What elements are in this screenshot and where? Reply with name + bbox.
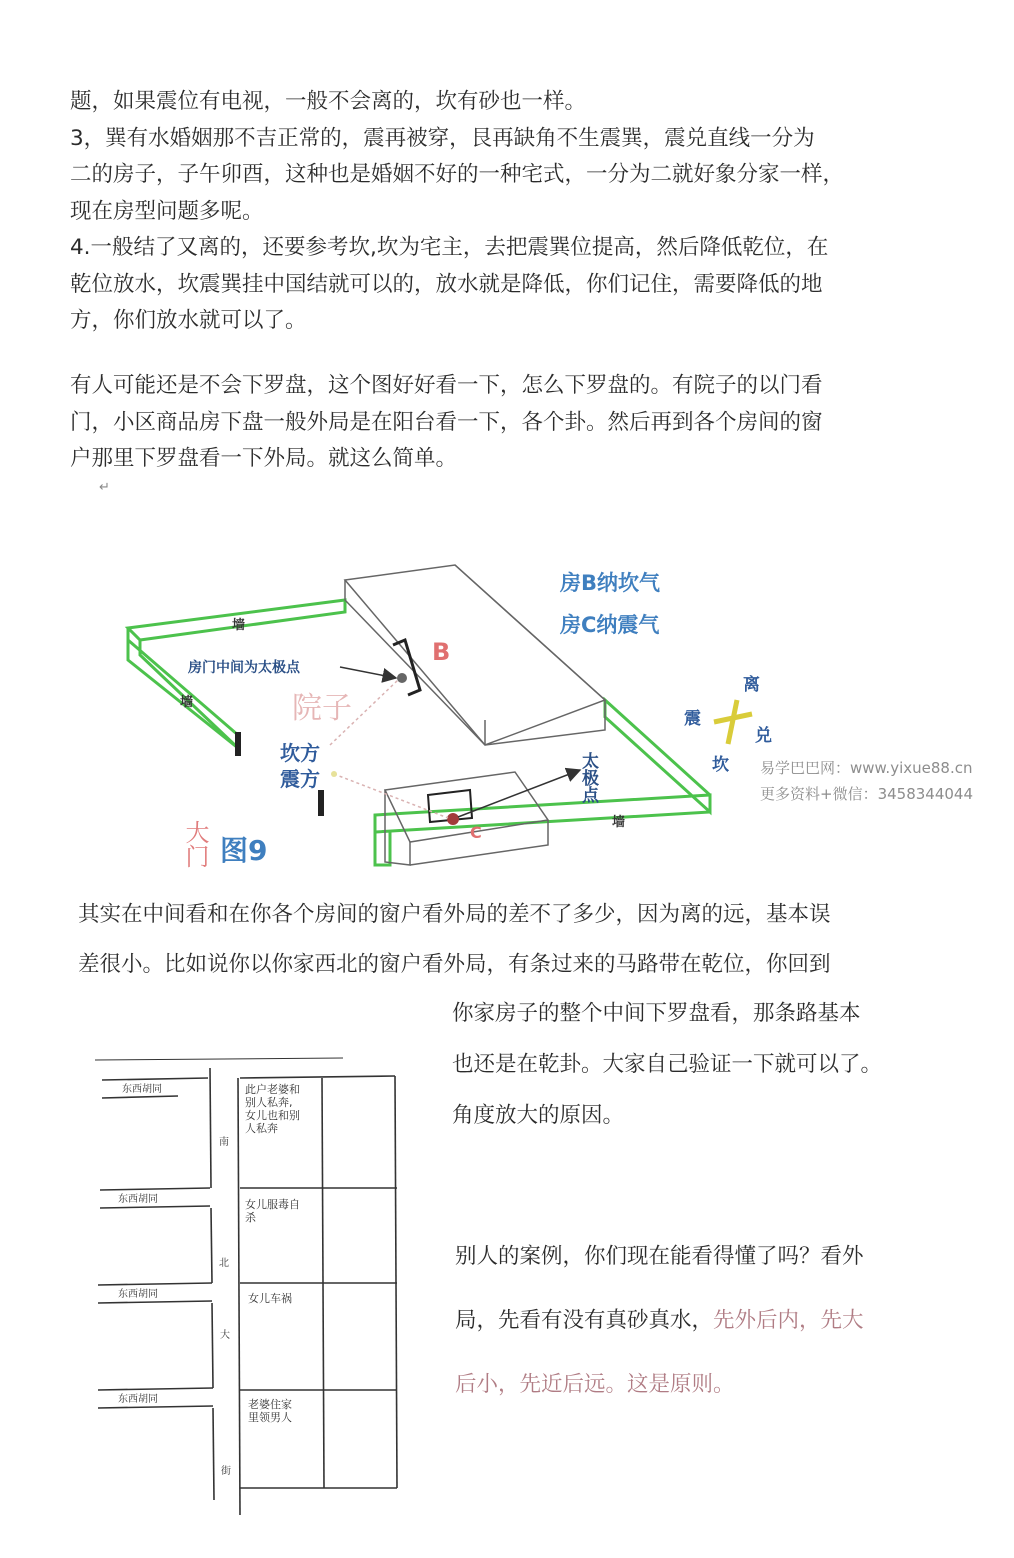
svg-text:别人私奔,: 别人私奔, xyxy=(245,1096,293,1109)
case-text-normal: 局，先看有没有真砂真水， xyxy=(455,1308,714,1333)
compass-cross xyxy=(714,700,752,744)
house-note-2 xyxy=(245,1197,300,1224)
taiji-center-dot xyxy=(397,673,407,683)
house-b-note: 房B纳坎气 xyxy=(560,571,661,595)
compass-east: 兑 xyxy=(755,726,772,746)
svg-text:此户老婆和: 此户老婆和 xyxy=(245,1083,300,1096)
svg-text:里领男人: 里领男人 xyxy=(248,1411,292,1424)
compass-west: 震 xyxy=(684,709,701,729)
house-note-1 xyxy=(245,1082,300,1135)
zhen-fang-label: 震方 xyxy=(280,767,320,791)
gate-label: 大门 xyxy=(181,820,209,868)
street-label: 北 xyxy=(219,1258,229,1269)
text-line: 方，你们放水就可以了。 xyxy=(70,308,307,333)
guide-line-zhen xyxy=(334,774,448,818)
street-map xyxy=(90,1050,410,1520)
hutong-label: 东西胡同 xyxy=(122,1084,162,1095)
text-line: 别人的案例，你们现在能看得懂了吗？看外 xyxy=(455,1244,864,1269)
case-principle-text: 先外后内，先大 xyxy=(713,1308,864,1333)
paragraph-middle xyxy=(78,890,918,990)
taiji-point-dot xyxy=(447,813,459,825)
compass-north: 离 xyxy=(743,675,760,695)
street-label: 南 xyxy=(219,1137,229,1148)
text-line: 也还是在乾卦。大家自己验证一下就可以了。 xyxy=(452,1052,883,1077)
wall-label-left: 墙 xyxy=(180,695,194,710)
kan-fang-label: 坎方 xyxy=(280,741,320,765)
svg-text:人私奔: 人私奔 xyxy=(245,1122,278,1135)
paragraph-case xyxy=(455,1225,864,1417)
taiji-point-label: 太极点 xyxy=(578,752,598,803)
text-line xyxy=(455,1289,864,1353)
svg-text:老婆住家: 老婆住家 xyxy=(248,1398,292,1411)
hutong-label: 东西胡同 xyxy=(118,1289,158,1300)
text-line: 现在房型问题多呢。 xyxy=(70,198,264,224)
gate-post xyxy=(318,790,324,816)
text-line: 差很小。比如说你以你家西北的窗户看外局，有条过来的马路带在乾位，你回到 xyxy=(78,952,831,977)
watermark-line-2: 更多资料+微信：3458344044 xyxy=(760,785,974,803)
text-line: 角度放大的原因。 xyxy=(452,1103,625,1128)
taiji-center-label: 房门中间为太极点 xyxy=(188,660,300,676)
case-principle-text: 后小，先近后远。 xyxy=(455,1372,628,1397)
figure-9-diagram xyxy=(110,550,772,880)
wall-label-bottom: 墙 xyxy=(612,815,626,830)
watermark-line-1: 易学巴巴网：www.yixue88.cn xyxy=(760,759,973,777)
text-line: 其实在中间看和在你各个房间的窗户看外局的差不了多少，因为离的远，基本误 xyxy=(78,902,831,927)
return-mark: ↵ xyxy=(99,480,110,495)
text-line: 乾位放水，坎震巽挂中国结就可以的，放水就是降低，你们记住，需要降低的地 xyxy=(70,271,823,297)
svg-text:女儿服毒自: 女儿服毒自 xyxy=(245,1198,300,1211)
paragraph-right xyxy=(452,988,882,1141)
text-line: 门，小区商品房下盘一般外局是在阳台看一下，各个卦。然后再到各个房间的窗 xyxy=(70,409,823,435)
text-line: 有人可能还是不会下罗盘，这个图好好看一下，怎么下罗盘的。有院子的以门看 xyxy=(70,373,823,398)
paragraph-top xyxy=(70,84,910,340)
house-b-door xyxy=(393,640,420,695)
paragraph-luopan xyxy=(70,368,910,478)
yard-label: 院子 xyxy=(292,691,352,726)
street-label: 大 xyxy=(220,1330,230,1341)
hutong-label: 东西胡同 xyxy=(118,1194,158,1205)
street-label: 街 xyxy=(221,1466,231,1477)
figure-label: 图9 xyxy=(220,834,268,867)
guide-dot xyxy=(331,771,337,777)
text-line: 题，如果震位有电视，一般不会离的，坎有砂也一样。 xyxy=(70,89,587,114)
hutong-label: 东西胡同 xyxy=(118,1394,158,1405)
house-c-note: 房C纳震气 xyxy=(560,613,660,637)
house-c xyxy=(385,772,548,865)
svg-text:杀: 杀 xyxy=(245,1211,256,1224)
wall-label-top: 墙 xyxy=(232,618,246,633)
text-line: 户那里下罗盘看一下外局。就这么简单。 xyxy=(70,446,458,471)
text-line: 4.一般结了又离的，还要参考坎,坎为宅主，去把震巽位提高，然后降低乾位，在 xyxy=(70,235,829,260)
house-note-3 xyxy=(248,1291,292,1305)
svg-text:女儿车祸: 女儿车祸 xyxy=(248,1292,292,1305)
svg-text:女儿也和别: 女儿也和别 xyxy=(245,1109,300,1122)
case-text-end: 这是原则。 xyxy=(627,1372,735,1397)
arrow-taiji-center xyxy=(340,667,396,678)
text-line xyxy=(455,1353,864,1417)
label-b: B xyxy=(432,638,451,666)
text-line: 二的房子，子午卯酉，这种也是婚姻不好的一种宅式，一分为二就好象分家一样， xyxy=(70,162,845,187)
house-note-4 xyxy=(248,1397,292,1424)
text-line: 3，巽有水婚姻那不吉正常的，震再被穿，艮再缺角不生震巽，震兑直线一分为 xyxy=(70,125,815,151)
gate-post xyxy=(235,732,241,756)
text-line: 你家房子的整个中间下罗盘看，那条路基本 xyxy=(452,1001,861,1026)
compass-south: 坎 xyxy=(712,755,729,775)
label-c: C xyxy=(470,823,482,842)
